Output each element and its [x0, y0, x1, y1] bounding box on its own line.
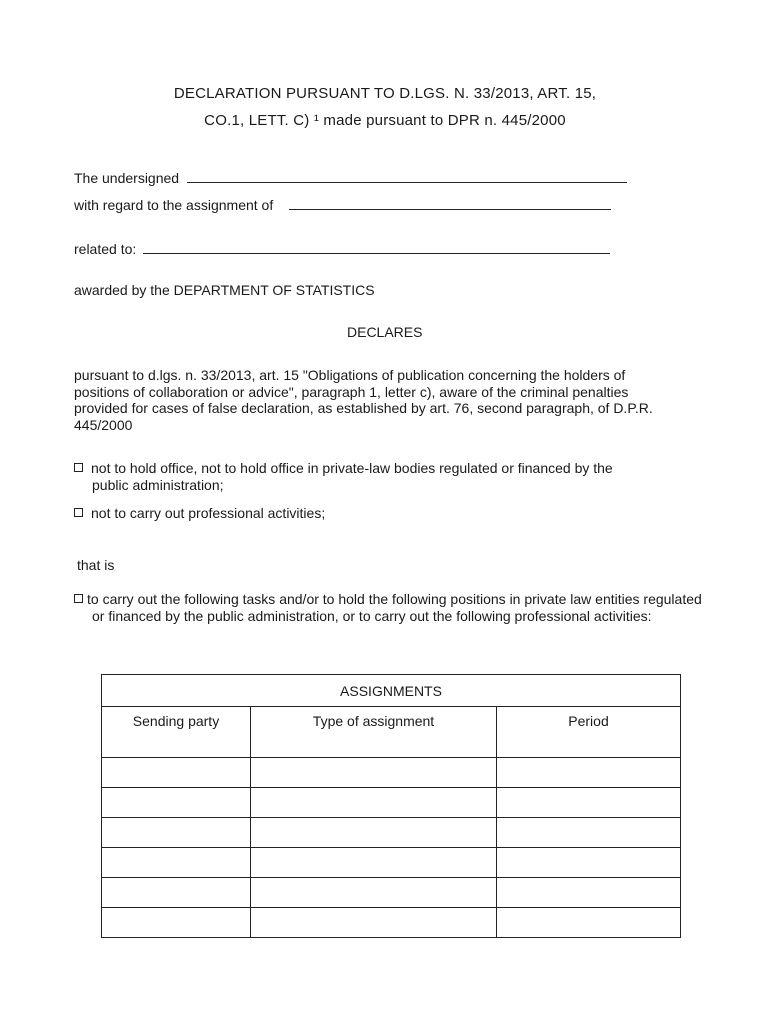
table-cell[interactable]	[251, 848, 497, 878]
assignment-blank[interactable]	[289, 195, 611, 210]
assignments-table	[101, 674, 681, 938]
option-carry-out-tasks	[74, 591, 702, 624]
table-cell[interactable]	[102, 788, 251, 818]
table-cell[interactable]	[102, 818, 251, 848]
option-not-hold-office	[74, 460, 652, 493]
title-line-2: CO.1, LETT. C) ¹ made pursuant to DPR n. 445/2000	[204, 112, 566, 129]
option-not-professional	[74, 505, 634, 522]
column-header-type-of-assignment: Type of assignment	[251, 707, 497, 758]
undersigned-row	[74, 168, 627, 186]
table-cell[interactable]	[497, 818, 681, 848]
table-cell[interactable]	[497, 908, 681, 938]
table-cell[interactable]	[102, 908, 251, 938]
table-row	[102, 788, 681, 818]
table-cell[interactable]	[251, 758, 497, 788]
column-header-sending-party: Sending party	[102, 707, 251, 758]
checkbox-icon[interactable]	[74, 508, 83, 517]
table-title: ASSIGNMENTS	[102, 675, 681, 707]
table-row	[102, 878, 681, 908]
table-cell[interactable]	[102, 848, 251, 878]
table-cell[interactable]	[251, 878, 497, 908]
checkbox-icon[interactable]	[74, 594, 83, 603]
table-row	[102, 758, 681, 788]
related-label: related to:	[74, 241, 137, 257]
awarded-text: awarded by the DEPARTMENT OF STATISTICS	[74, 282, 375, 298]
option-text: not to carry out professional activities;	[91, 505, 326, 521]
undersigned-label: The undersigned	[74, 170, 180, 186]
that-is-text: that is	[77, 557, 115, 573]
table-cell[interactable]	[102, 878, 251, 908]
table-cell[interactable]	[497, 758, 681, 788]
pursuant-paragraph: pursuant to d.lgs. n. 33/2013, art. 15 "Obligations of publication concerning the holders of positions of collaboration or advice", paragraph 1, letter c), aware of the criminal penalties provided for cases of false declaration, as established by art. 76, second paragraph, of D.P.R. 445/2000	[74, 367, 653, 433]
related-blank[interactable]	[143, 239, 610, 254]
column-header-period: Period	[497, 707, 681, 758]
option-text: to carry out the following tasks and/or to hold the following positions in private law entities regulated or financed by the public administration, or to carry out the following professional activities:	[87, 591, 702, 624]
table-row	[102, 818, 681, 848]
assignment-row	[74, 195, 611, 213]
undersigned-blank[interactable]	[187, 168, 627, 183]
table-row	[102, 848, 681, 878]
table-cell[interactable]	[497, 878, 681, 908]
table-cell[interactable]	[251, 818, 497, 848]
table-cell[interactable]	[497, 848, 681, 878]
table-cell[interactable]	[102, 758, 251, 788]
declares-heading: DECLARES	[347, 324, 423, 340]
table-cell[interactable]	[251, 788, 497, 818]
related-row	[74, 239, 610, 257]
checkbox-icon[interactable]	[74, 463, 83, 472]
table-cell[interactable]	[497, 788, 681, 818]
assignment-label: with regard to the assignment of	[74, 197, 274, 213]
option-text: not to hold office, not to hold office in private-law bodies regulated or financed by the public administration;	[91, 460, 613, 493]
table-cell[interactable]	[251, 908, 497, 938]
table-row	[102, 908, 681, 938]
title-line-1: DECLARATION PURSUANT TO D.LGS. N. 33/2013, ART. 15,	[173, 85, 597, 102]
